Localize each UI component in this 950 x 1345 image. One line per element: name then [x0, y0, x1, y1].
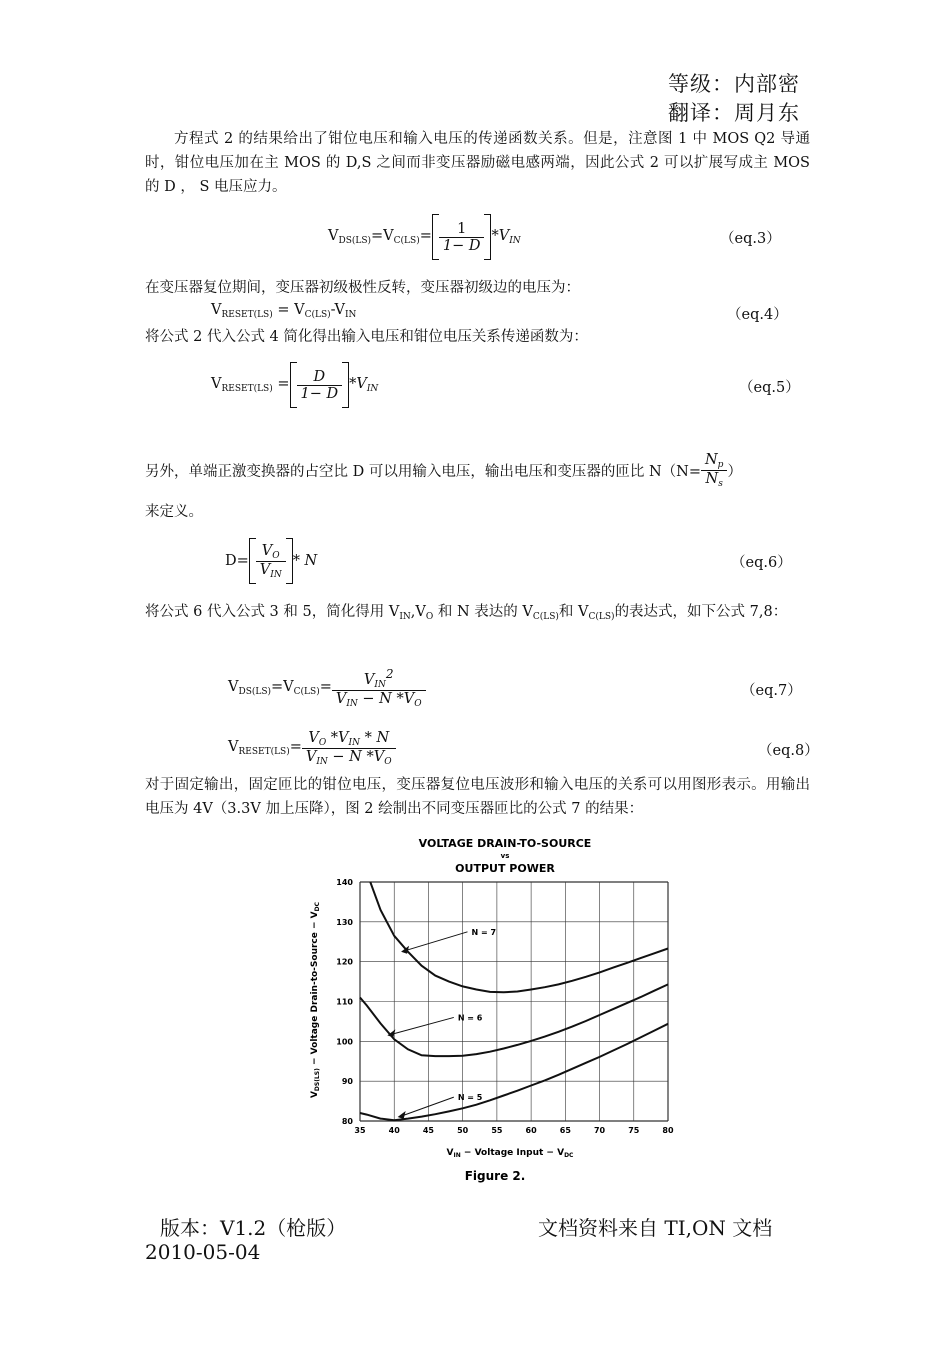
bracket-left	[290, 362, 297, 408]
eq3-tail: $*V_{IN}$	[491, 228, 521, 246]
equation-7: $V_{DS(LS)}=V_{C(LS)}=$ $\frac{V_{IN}^2}{V_{IN} - N *V_O}$	[228, 662, 426, 714]
series-line	[360, 1024, 668, 1120]
eq3-number: （eq.3）	[720, 231, 781, 247]
security-level: 等级：内部密	[668, 72, 800, 96]
bracket-left	[249, 538, 256, 584]
date-label: 2010-05-04	[145, 1240, 261, 1264]
series-annotation: N = 6	[457, 1013, 483, 1023]
paragraph-1: 方程式 2 的结果给出了钳位电压和输入电压的传递函数关系。但是，注意图 1 中 MOS Q2 导通时，钳位电压加在主 MOS 的 D,S 之间而非变压器励磁电感两端，因此公式 2 可以扩展写成主 MOS 的 D ， S 电压应力。	[145, 131, 810, 195]
annotation-arrow-line	[405, 932, 467, 951]
translator: 翻译：周月东	[668, 101, 800, 125]
annotation-arrow-head	[398, 1111, 406, 1119]
paragraph-4-end: 来定义。	[145, 504, 203, 520]
series-annotation: N = 7	[471, 927, 497, 937]
equation-6: D= $\frac{V_O}{V_{IN}}$ * N	[225, 536, 317, 586]
chart-series	[360, 882, 668, 1120]
x-tick-label: 60	[525, 1126, 537, 1135]
chart-ticks	[336, 878, 674, 1135]
paragraph-2: 在变压器复位期间，变压器初级极性反转，变压器初级边的电压为：	[145, 280, 580, 296]
series-annotation: N = 5	[457, 1093, 483, 1103]
paragraph-3: 将公式 2 代入公式 4 简化得出输入电压和钳位电压关系传递函数为：	[145, 329, 588, 345]
x-axis-label: $V_{IN}$ − Voltage Input − $V_{DC}$	[446, 1148, 574, 1159]
annotation-arrow-line	[402, 1097, 454, 1116]
x-tick-label: 55	[491, 1126, 503, 1135]
vds-vs-vin-chart	[295, 830, 695, 1190]
eq6-fraction: $\frac{V_O}{V_{IN}}$	[256, 543, 286, 580]
eq4-number: （eq.4）	[727, 307, 788, 323]
bracket-right	[286, 538, 293, 584]
paragraph-5: 将公式 6 代入公式 3 和 5，简化得用 $V_{IN},V_O$ 和 N 表达的 $V_{C(LS)}$和 $V_{C(LS)}$的表达式，如下公式 7,8：	[145, 604, 788, 622]
figure-caption: Figure 2.	[464, 1169, 526, 1183]
x-tick-label: 80	[662, 1126, 674, 1135]
equation-8: $V_{RESET(LS)}=$ $\frac{V_O *V_{IN} * N}{V_{IN} - N *V_O}$	[228, 722, 396, 774]
y-tick-label: 90	[341, 1077, 353, 1087]
y-tick-label: 130	[336, 917, 353, 927]
eq6-number: （eq.6）	[731, 555, 792, 571]
x-tick-label: 70	[593, 1126, 606, 1135]
paragraph-6: 对于固定输出，固定匝比的钳位电压，变压器复位电压波形和输入电压的关系可以用图形表示。用输出电压为 4V（3.3V 加上压降），图 2 绘制出不同变压器匝比的公式 7 的结果：	[145, 777, 810, 817]
chart-title: VOLTAGE DRAIN-TO-SOURCE	[418, 837, 592, 850]
eq5-fraction: $\frac{D}{1- D}$	[297, 369, 343, 402]
y-tick-label: 120	[336, 957, 353, 967]
bracket-right	[484, 214, 491, 260]
paragraph-4: 另外，单端正激变换器的占空比 D 可以用输入电压，输出电压和变压器的匝比 N（N= $\frac{N_p}{N_s}$ ）	[145, 452, 742, 489]
y-axis-label: $V_{DS(LS)}$ − Voltage Drain-to-Source − $V_{DC}$	[310, 901, 321, 1099]
source-label: 文档资料来自 TI,ON 文档	[538, 1216, 773, 1240]
chart-title-line3: OUTPUT POWER	[455, 862, 555, 875]
bracket-right	[342, 362, 349, 408]
y-tick-label: 110	[336, 997, 353, 1007]
equation-4: $V_{RESET(LS)} = V_{C(LS)}-V_{IN}$	[211, 302, 357, 320]
x-tick-label: 35	[354, 1126, 366, 1135]
x-tick-label: 50	[457, 1126, 469, 1135]
version-label: 版本：V1.2（枪版）	[160, 1216, 347, 1240]
series-line	[360, 984, 668, 1056]
eq7-number: （eq.7）	[741, 683, 802, 699]
chart-grid	[360, 882, 668, 1121]
x-tick-label: 40	[388, 1126, 400, 1135]
chart-title-vs: vs	[500, 852, 510, 860]
series-line	[370, 882, 668, 992]
x-tick-label: 65	[559, 1126, 571, 1135]
x-tick-label: 45	[422, 1126, 435, 1135]
eq3-fraction: $\frac{1}{1- D}$	[439, 221, 485, 254]
eq7-fraction: $\frac{V_{IN}^2}{V_{IN} - N *V_O}$	[332, 667, 426, 709]
y-tick-label: 100	[336, 1037, 353, 1047]
turns-ratio-fraction: $\frac{N_p}{N_s}$	[701, 452, 727, 489]
eq3-lhs: $V_{DS(LS)}=V_{C(LS)}=$	[328, 228, 432, 246]
y-tick-label: 80	[341, 1117, 353, 1126]
eq8-number: （eq.8）	[758, 743, 819, 759]
annotation-arrow-line	[391, 1017, 453, 1034]
eq8-fraction: $\frac{V_O *V_{IN} * N}{V_{IN} - N *V_O}$	[302, 730, 396, 767]
equation-3	[328, 212, 521, 262]
x-tick-label: 75	[628, 1126, 640, 1135]
bracket-left	[432, 214, 439, 260]
y-tick-label: 140	[336, 878, 353, 887]
equation-5: $V_{RESET(LS)}$ = $\frac{D}{1- D}$ $*V_{IN}$	[211, 360, 378, 410]
eq5-number: （eq.5）	[739, 380, 800, 396]
